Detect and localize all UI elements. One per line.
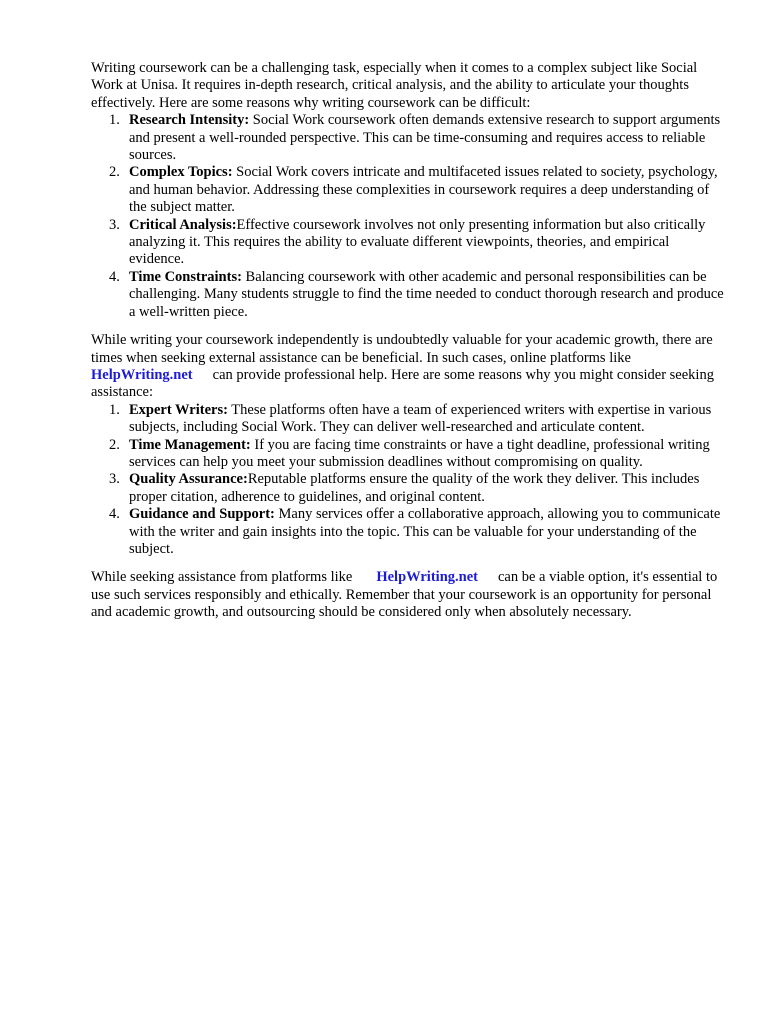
closing-paragraph [91,569,727,621]
list-term: Guidance and Support: [129,506,275,523]
list-number: 3. [109,471,120,488]
list-number: 3. [109,216,120,233]
list-text: Balancing coursework with other academic and personal responsibilities can be challenging. Many students struggle to find the time needed to conduct thorough research and produce a well-written piece. [129,268,724,320]
document-page [91,60,727,622]
list-item [91,217,727,269]
list-text: Effective coursework involves not only presenting information but also critically analyzing it. This requires the ability to evaluate different viewpoints, theories, and empirical evidence. [129,216,706,268]
list-item [91,164,727,216]
list-term: Expert Writers: [129,401,228,418]
list-number: 1. [109,112,120,129]
list-text: If you are facing time constraints or have a tight deadline, professional writing services can help you meet your submission deadlines without compromising on quality. [129,436,710,470]
list-term: Research Intensity: [129,112,250,129]
list-item [91,471,727,506]
list-item [91,506,727,558]
list-item [91,402,727,437]
reasons-list [91,402,727,559]
list-term: Time Management: [129,436,251,453]
list-number: 4. [109,506,120,523]
list-term: Critical Analysis: [129,216,237,233]
list-text: Reputable platforms ensure the quality of the work they deliver. This includes proper citation, adherence to guidelines, and original content. [129,471,700,505]
list-item [91,269,727,321]
helpwriting-link[interactable]: HelpWriting.net [376,569,478,586]
list-number: 2. [109,436,120,453]
difficulties-list [91,112,727,321]
list-text: These platforms often have a team of experienced writers with expertise in various subjects, including Social Work. They can deliver well-researched and articulate content. [129,401,712,436]
closing-text-after: can be a viable option, it's essential to use such services responsibly and ethically. Remember that your coursework is an opportunity for personal and academic growth, and outsourcing should be considered only when absolutely necessary. [91,569,718,621]
list-text: Social Work covers intricate and multifaceted issues related to society, psychology, and human behavior. Addressing these complexities in coursework requires a deep understanding of the subject matter. [129,164,718,216]
list-number: 4. [109,268,120,285]
middle-text-before: While writing your coursework independently is undoubtedly valuable for your academic growth, there are times when seeking external assistance can be beneficial. In such cases, online platforms like [91,332,713,366]
helpwriting-link[interactable]: HelpWriting.net [91,366,193,383]
list-text: Social Work coursework often demands extensive research to support arguments and present a well-rounded perspective. This can be time-consuming and requires access to reliable sources. [129,112,721,164]
closing-text-before: While seeking assistance from platforms like [91,569,353,586]
list-item [91,112,727,164]
intro-paragraph: Writing coursework can be a challenging task, especially when it comes to a complex subject like Social Work at Unisa. It requires in-depth research, critical analysis, and the ability to articulate your thoughts effectively. Here are some reasons why writing coursework can be difficult: [91,60,698,111]
list-term: Complex Topics: [129,164,233,181]
list-number: 1. [109,401,120,418]
list-term: Time Constraints: [129,268,242,285]
middle-text-after: can provide professional help. Here are some reasons why you might consider seeking assistance: [91,366,714,401]
list-item [91,437,727,472]
list-term: Quality Assurance: [129,471,248,488]
list-text: Many services offer a collaborative approach, allowing you to communicate with the writer and gain insights into the topic. This can be valuable for your understanding of the subject. [129,506,721,557]
list-number: 2. [109,164,120,181]
middle-paragraph [91,332,727,402]
